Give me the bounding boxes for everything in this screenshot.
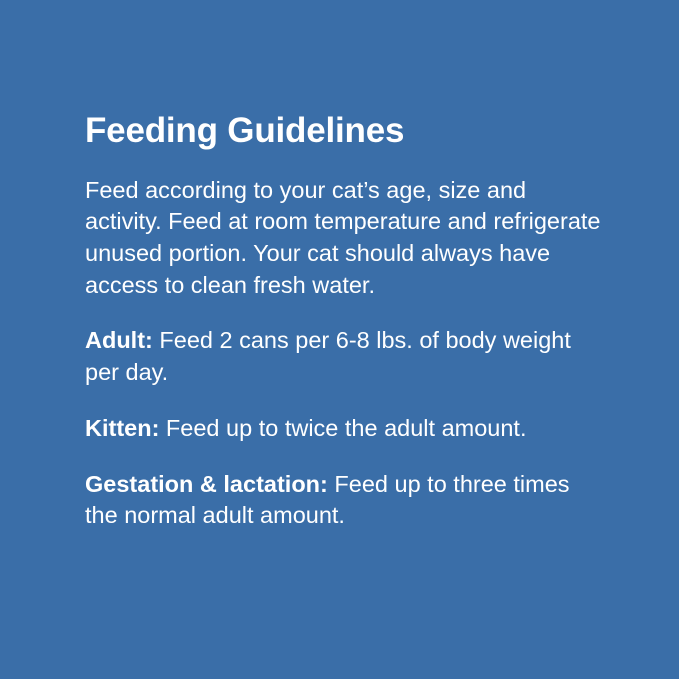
paragraph-kitten-lead: Kitten: [85,414,160,441]
paragraph-adult [85,325,605,388]
paragraph-kitten-text: Feed up to twice the adult amount. [159,414,527,441]
paragraph-gestation-lactation-text: Feed up to three times the normal adult amount. [85,470,570,529]
paragraph-intro-text: Feed according to your cat’s age, size and activity. Feed at room temperature and refrigerate unused portion. Your cat should always have access to clean fresh water. [85,176,601,298]
paragraph-adult-lead: Adult: [85,327,153,354]
content-block [85,112,605,532]
paragraph-kitten [85,413,605,445]
paragraph-adult-text: Feed 2 cans per 6-8 lbs. of body weight per day. [85,327,571,386]
paragraph-intro [85,175,605,302]
paragraph-gestation-lactation [85,469,605,532]
page-title: Feeding Guidelines [85,111,405,150]
paragraph-gestation-lactation-lead: Gestation & lactation: [85,470,328,497]
